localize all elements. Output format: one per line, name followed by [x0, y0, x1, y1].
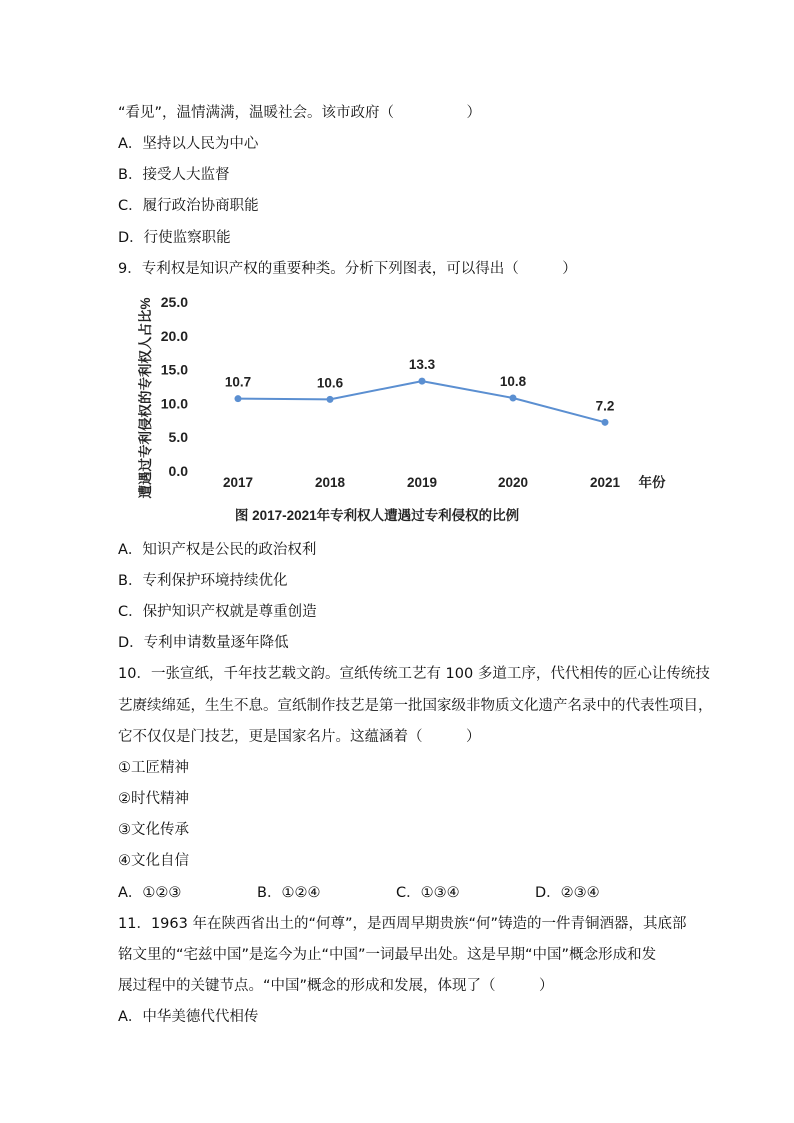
y-tick-label: 10.0 — [160, 395, 188, 412]
q11-option-a[interactable]: A．中华美德代代相传 — [118, 1009, 259, 1025]
data-point — [327, 396, 334, 403]
series-line — [238, 381, 605, 422]
y-tick-label: 5.0 — [168, 429, 188, 446]
data-label: 10.7 — [224, 374, 252, 390]
data-label: 7.2 — [595, 398, 615, 414]
data-point — [235, 395, 242, 402]
x-tick-label: 2019 — [406, 475, 438, 490]
y-tick-label: 15.0 — [160, 361, 188, 378]
data-label: 13.3 — [408, 357, 436, 373]
data-labels — [225, 357, 615, 413]
q10-option-d[interactable]: D．②③④ — [535, 885, 600, 901]
x-tick-label: 2020 — [497, 475, 529, 490]
patent-infringement-chart — [0, 0, 794, 540]
q9-option-b[interactable]: B．专利保护环境持续优化 — [118, 573, 288, 589]
q10-option-b[interactable]: B．①②④ — [257, 885, 321, 901]
y-axis-label — [137, 297, 153, 498]
q8-option-b[interactable]: B．接受人大监督 — [118, 167, 230, 183]
data-points — [235, 378, 609, 426]
q9-option-a[interactable]: A．知识产权是公民的政治权利 — [118, 542, 317, 558]
q10-stem-line-2: 艺赓续绵延，生生不息。宣纸制作技艺是第一批国家级非物质文化遗产名录中的代表性项目， — [118, 698, 713, 714]
data-label: 10.6 — [316, 375, 344, 391]
q10-item-3: ③文化传承 — [118, 822, 189, 838]
q11-stem-line-3: 展过程中的关键节点。“中国”概念的形成和发展，体现了（ ） — [118, 978, 554, 994]
q8-option-c[interactable]: C．履行政治协商职能 — [118, 198, 259, 214]
q9-option-d[interactable]: D．专利申请数量逐年降低 — [118, 635, 289, 651]
q10-option-c[interactable]: C．①③④ — [396, 885, 460, 901]
y-tick-label: 25.0 — [160, 294, 188, 310]
q9-option-c[interactable]: C．保护知识产权就是尊重创造 — [118, 604, 317, 620]
x-ticks — [223, 475, 621, 490]
q10-item-2: ②时代精神 — [118, 791, 189, 807]
x-tick-label: 2017 — [222, 475, 254, 490]
q9-stem: 9．专利权是知识产权的重要种类。分析下列图表，可以得出（ ） — [118, 261, 577, 277]
q10-stem-line-3: 它不仅仅是门技艺，更是国家名片。这蕴涵着（ ） — [118, 729, 481, 745]
y-axis-title: 遭遇过专利侵权的专利权人占比% — [138, 297, 153, 499]
y-tick-label: 20.0 — [160, 327, 188, 344]
q10-item-4: ④文化自信 — [118, 853, 189, 869]
q10-stem-line-1: 10．一张宣纸，千年技艺载文韵。宣纸传统工艺有 100 多道工序，代代相传的匠心让传统技 — [118, 666, 710, 682]
q11-stem-line-2: 铭文里的“宅兹中国”是迄今为止“中国”一词最早出处。这是早期“中国”概念形成和发 — [118, 947, 657, 963]
q10-options — [118, 883, 600, 903]
q11-stem-line-1: 11．1963 年在陕西省出土的“何尊”，是西周早期贵族“何”铸造的一件青铜酒器，其底部 — [118, 916, 687, 932]
q8-stem-tail: “看见”，温情满满，温暖社会。该市政府（ ） — [118, 105, 482, 121]
q8-option-a[interactable]: A．坚持以人民为中心 — [118, 136, 259, 152]
data-point — [602, 419, 609, 426]
q10-item-1: ①工匠精神 — [118, 760, 189, 776]
q10-option-a[interactable]: A．①②③ — [118, 885, 182, 901]
data-point — [510, 394, 517, 401]
q8-option-d[interactable]: D．行使监察职能 — [118, 230, 231, 246]
y-tick-label: 0.0 — [168, 463, 188, 479]
x-axis-title: 年份 — [638, 475, 666, 490]
data-point — [419, 378, 426, 385]
y-ticks — [161, 294, 188, 479]
x-tick-label: 2018 — [314, 475, 346, 490]
chart-title: 图 2017-2021年专利权人遭遇过专利侵权的比例 — [234, 508, 520, 523]
x-tick-label: 2021 — [589, 475, 621, 490]
data-label: 10.8 — [499, 373, 527, 389]
